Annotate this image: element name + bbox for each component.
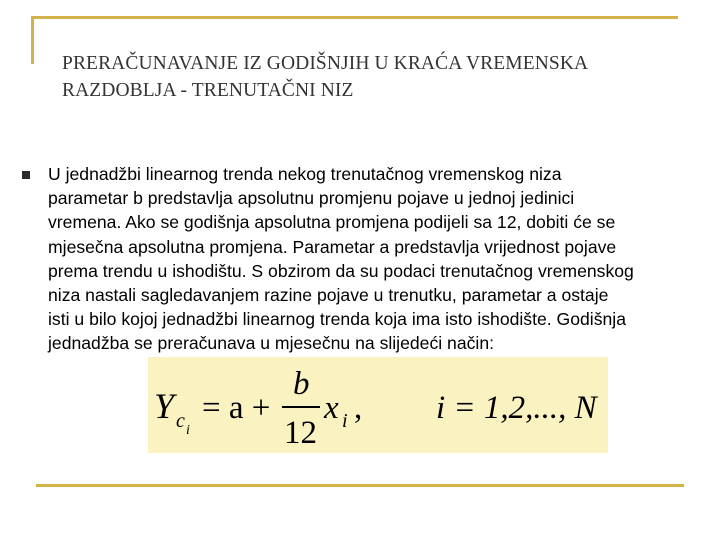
formula-sub-i: i xyxy=(186,423,190,438)
formula-sub-c: c xyxy=(176,410,185,432)
bullet-square-icon xyxy=(22,171,30,179)
formula-range: i = 1,2,..., N xyxy=(436,390,597,426)
body-paragraph xyxy=(48,162,720,356)
paragraph-line: jednadžba se preračunava u mjesečnu na slijedeći način: xyxy=(48,333,494,354)
formula-y: Y xyxy=(154,386,175,426)
frame-left-rule xyxy=(31,16,34,64)
title-line-1: PRERAČUNAVANJE IZ GODIŠNJIH U KRAĆA VREMENSKA xyxy=(62,53,589,74)
title-line-2: RAZDOBLJA - TRENUTAČNI NIZ xyxy=(62,80,354,101)
fraction-bar xyxy=(282,406,320,408)
formula-box xyxy=(148,357,608,453)
formula-x: x xyxy=(324,390,339,426)
paragraph-line: isti u bilo kojoj jednadžbi linearnog trenda koja ima isto ishodište. Godišnja xyxy=(48,309,626,330)
frame-top-rule xyxy=(31,16,678,19)
paragraph-line: mjesečna apsolutna promjena. Parametar a predstavlja vrijednost pojave xyxy=(48,236,617,257)
formula-x-sub: i xyxy=(342,410,348,432)
formula-equals-a: = a + xyxy=(202,390,271,426)
paragraph-line: niza nastali sagledavanjem razine pojave u trenutku, parametar a ostaje xyxy=(48,285,609,306)
formula-svg xyxy=(148,357,608,453)
formula-denominator: 12 xyxy=(284,415,317,451)
paragraph-line: parametar b predstavlja apsolutnu promjenu pojave u jednoj jedinici xyxy=(48,188,575,209)
paragraph-line: vremena. Ako se godišnja apsolutna promjena podijeli sa 12, dobiti će se xyxy=(48,212,616,233)
formula-numerator: b xyxy=(293,366,310,402)
formula-comma: , xyxy=(354,390,363,426)
slide-title xyxy=(62,50,682,104)
frame-bottom-rule xyxy=(36,484,684,487)
paragraph-line: U jednadžbi linearnog trenda nekog trenutačnog vremenskog niza xyxy=(48,164,562,184)
paragraph-line: prema trendu u ishodištu. S obzirom da su podaci trenutačnog vremenskog xyxy=(48,260,634,281)
